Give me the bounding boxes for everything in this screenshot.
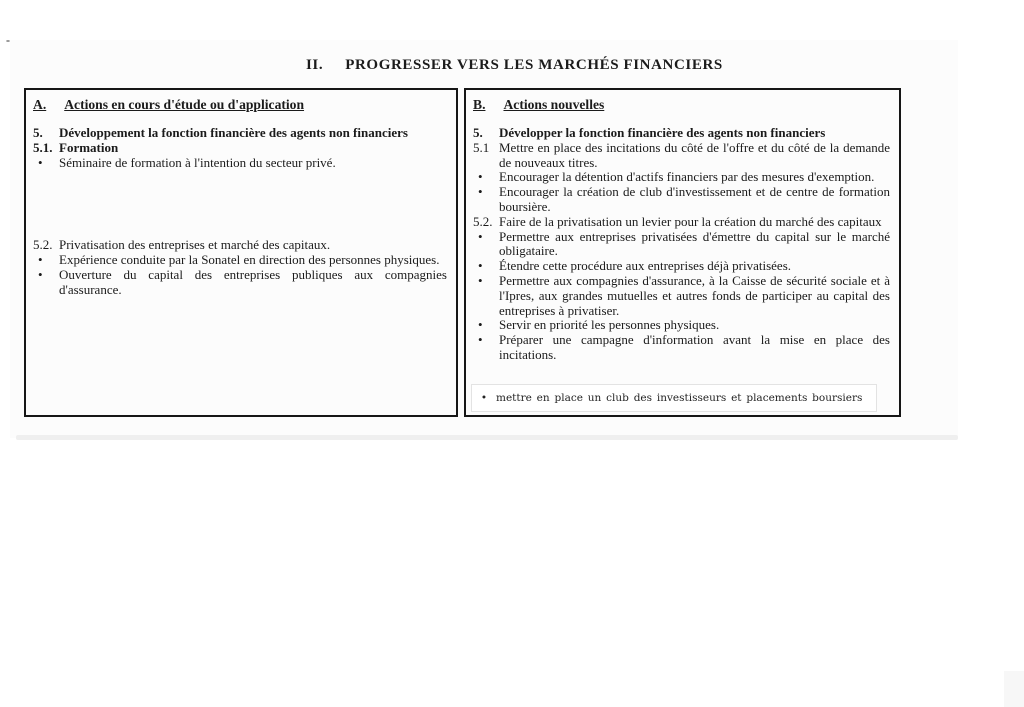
bullet-icon: • [478, 332, 483, 348]
list-item-text: Séminaire de formation à l'intention du secteur privé. [59, 154, 336, 170]
column-b-header-label: B. [473, 97, 486, 112]
list-item [33, 156, 447, 171]
list-item-text: Faire de la privatisation un levier pour la création du marché des capitaux [499, 213, 882, 229]
stray-mark: - [6, 33, 10, 47]
list-item [33, 238, 447, 253]
list-item [473, 259, 890, 274]
list-item-text: Encourager la détention d'actifs financiers par des mesures d'exemption. [499, 169, 875, 185]
column-a-header-text: Actions en cours d'étude ou d'application [64, 97, 305, 112]
bullet-icon: • [38, 252, 43, 268]
page-edge-shadow [16, 435, 958, 440]
list-item [473, 215, 890, 230]
item-marker: 5.1 [473, 139, 490, 155]
bullet-icon: • [478, 169, 483, 185]
item-marker: 5.2. [473, 213, 493, 229]
list-item [473, 126, 890, 141]
list-item-text: Servir en priorité les personnes physiques. [499, 317, 720, 333]
list-item-text: Développer la fonction financière des agents non financiers [499, 125, 826, 140]
page-title [306, 57, 723, 74]
item-marker: 5. [33, 125, 43, 140]
list-item-text: Préparer une campagne d'information avant la mise en place des incitations. [499, 332, 890, 362]
list-item-text: Permettre aux entreprises privatisées d'émettre du capital sur le marché obligataire. [499, 228, 890, 259]
bullet-icon: • [478, 317, 483, 333]
column-a-header-label: A. [33, 97, 47, 112]
bullet-icon: • [478, 258, 483, 274]
bullet-icon: • [478, 184, 483, 200]
item-marker: 5. [473, 125, 483, 140]
column-b-panel [464, 88, 901, 417]
inserted-note [471, 384, 877, 412]
bullet-icon: • [478, 228, 483, 244]
bullet-icon: • [38, 266, 43, 282]
list-item-text: Encourager la création de club d'investissement et de centre de formation boursière. [499, 184, 890, 214]
list-item [473, 170, 890, 185]
scan-artifact [1004, 671, 1024, 707]
list-item [473, 141, 890, 171]
column-a-panel [24, 88, 458, 417]
list-item [473, 274, 890, 318]
bullet-icon: • [478, 272, 483, 288]
list-item [473, 318, 890, 333]
list-item [33, 141, 447, 156]
inserted-note-text: mettre en place un club des investisseurs et placements boursiers [496, 392, 863, 404]
list-item [473, 185, 890, 215]
list-item [33, 126, 447, 141]
list-item-text: Permettre aux compagnies d'assurance, à la Caisse de sécurité sociale et à l'Ipres, aux grandes mutuelles et autres fonds de participer au capital des entreprises à privatiser. [499, 272, 890, 318]
list-item [473, 333, 890, 363]
list-item-text: Mettre en place des incitations du côté de l'offre et du côté de la demande de nouveaux titres. [499, 139, 890, 170]
bullet-icon: • [480, 392, 488, 404]
list-item-text: Ouverture du capital des entreprises publiques aux compagnies d'assurance. [59, 266, 447, 297]
title-numeral: II. [306, 57, 324, 73]
column-a-header [33, 97, 447, 113]
list-item [33, 268, 447, 298]
title-text: PROGRESSER VERS LES MARCHÉS FINANCIERS [345, 57, 723, 73]
list-item-text: Privatisation des entreprises et marché des capitaux. [59, 237, 331, 253]
list-item-text: Formation [59, 139, 119, 155]
list-item [33, 253, 447, 268]
list-item-text: Expérience conduite par la Sonatel en direction des personnes physiques. [59, 252, 440, 268]
item-marker: 5.1. [33, 139, 53, 155]
list-item [473, 230, 890, 260]
column-b-header-text: Actions nouvelles [503, 97, 605, 112]
bullet-icon: • [38, 154, 43, 170]
column-b-header [473, 97, 890, 113]
list-item-text: Développement la fonction financière des agents non financiers [59, 125, 408, 140]
list-item-text: Étendre cette procédure aux entreprises déjà privatisées. [499, 258, 791, 274]
item-marker: 5.2. [33, 237, 53, 253]
